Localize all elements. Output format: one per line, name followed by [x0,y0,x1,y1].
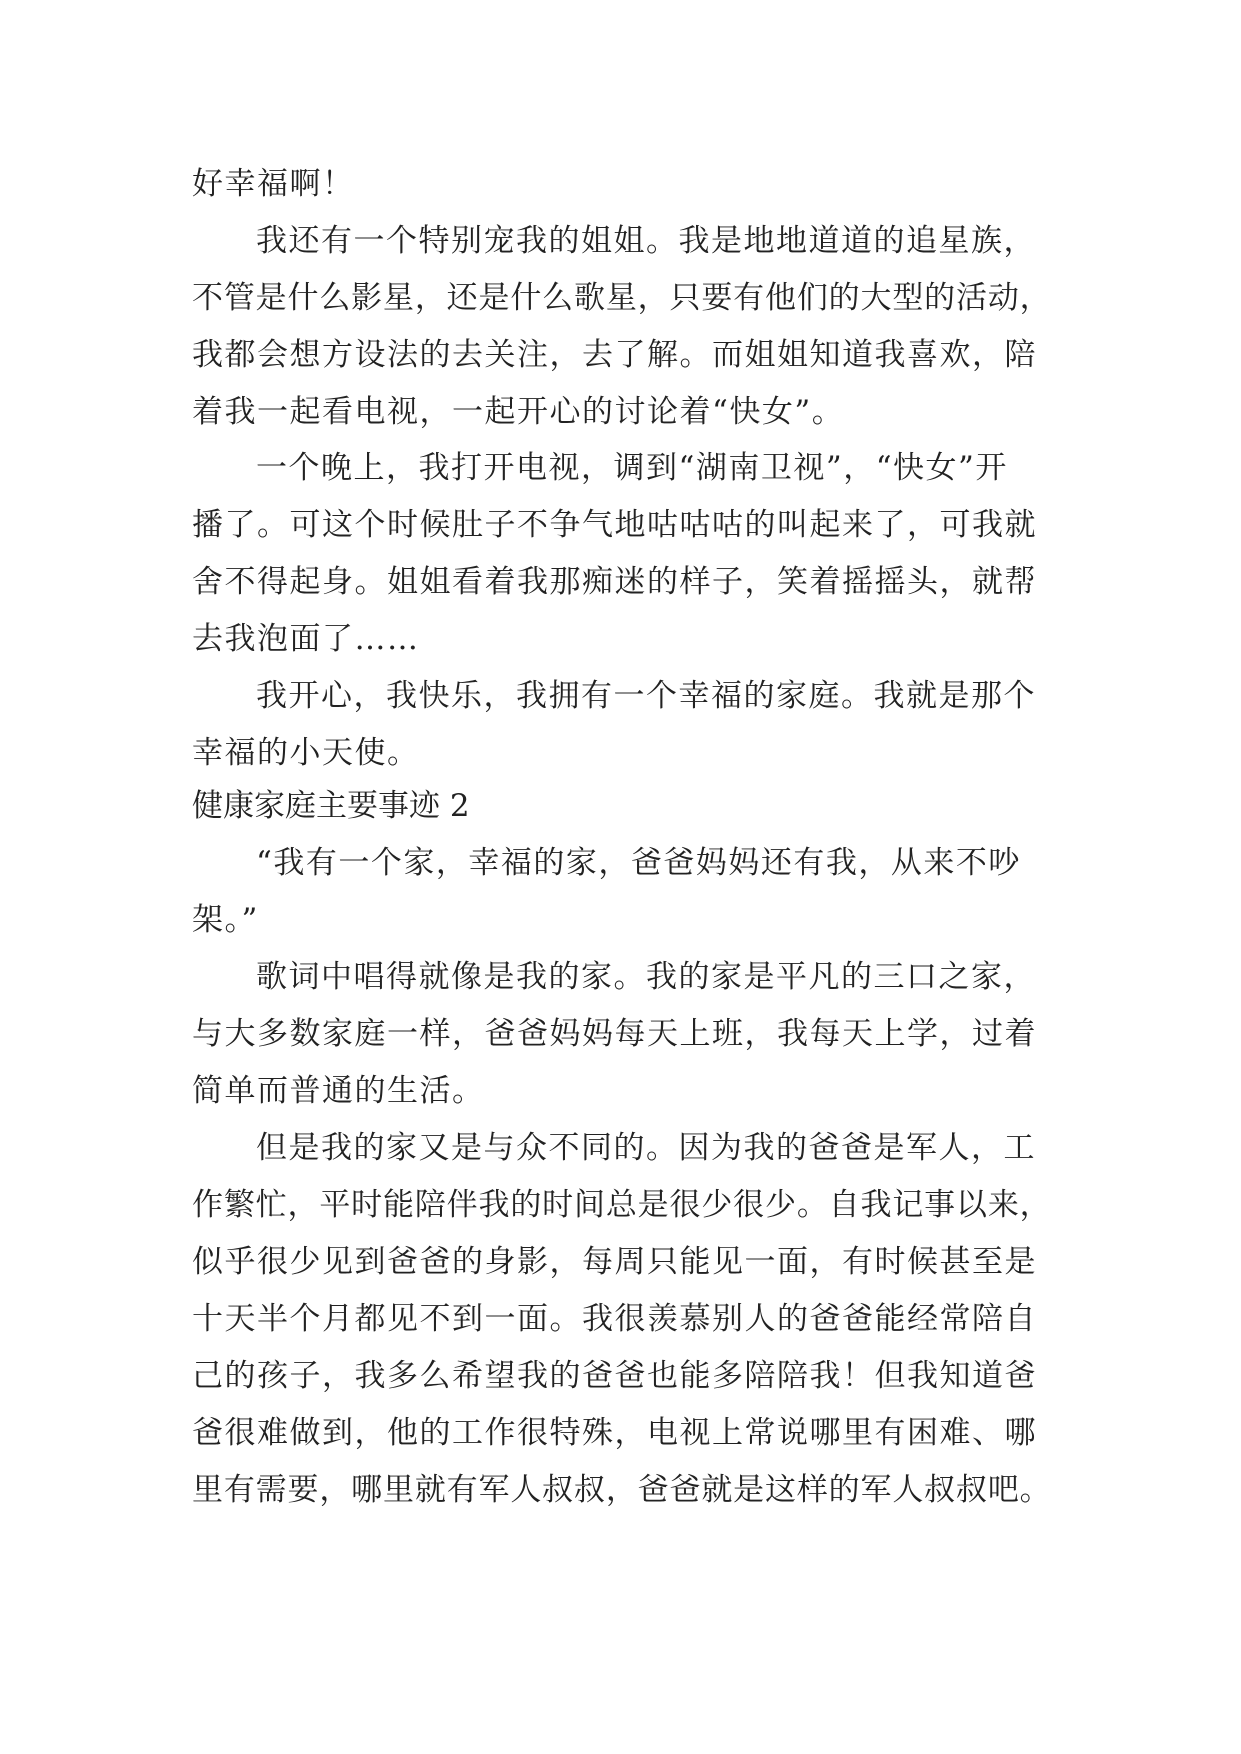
text-line: 我都会想方设法的去关注，去了解。而姐姐知道我喜欢，陪 [192,337,1037,373]
paragraph-start-line: 歌词中唱得就像是我的家。我的家是平凡的三口之家， [256,959,1036,995]
text-line: 去我泡面了…… [192,621,420,657]
text-line: 好幸福啊！ [192,166,355,202]
section-heading: 健康家庭主要事迹 2 [192,788,470,824]
text-line: 里有需要，哪里就有军人叔叔，爸爸就是这样的军人叔叔吧。 [192,1472,1052,1508]
text-line: 幸福的小天使。 [192,735,420,771]
text-line: 着我一起看电视，一起开心的讨论着“快女”。 [192,394,845,430]
paragraph-start-line: “我有一个家，幸福的家，爸爸妈妈还有我，从来不吵 [256,845,1021,881]
text-line: 己的孩子，我多么希望我的爸爸也能多陪陪我！但我知道爸 [192,1358,1037,1394]
text-line: 作繁忙，平时能陪伴我的时间总是很少很少。自我记事以来， [192,1187,1052,1223]
text-line: 爸很难做到，他的工作很特殊，电视上常说哪里有困难、哪 [192,1415,1037,1451]
text-line: 与大多数家庭一样，爸爸妈妈每天上班，我每天上学，过着 [192,1016,1037,1052]
paragraph-start-line: 一个晚上，我打开电视，调到“湖南卫视”，“快女”开 [256,450,1008,486]
text-line: 架。” [192,902,259,938]
text-line: 似乎很少见到爸爸的身影，每周只能见一面，有时候甚至是 [192,1244,1037,1280]
text-line: 舍不得起身。姐姐看着我那痴迷的样子，笑着摇摇头，就帮 [192,564,1037,600]
paragraph-start-line: 我还有一个特别宠我的姐姐。我是地地道道的追星族， [256,223,1036,259]
paragraph-start-line: 我开心，我快乐，我拥有一个幸福的家庭。我就是那个 [256,678,1036,714]
text-line: 十天半个月都见不到一面。我很羡慕别人的爸爸能经常陪自 [192,1301,1037,1337]
text-line: 不管是什么影星，还是什么歌星，只要有他们的大型的活动， [192,280,1052,316]
text-line: 播了。可这个时候肚子不争气地咕咕咕的叫起来了，可我就 [192,507,1037,543]
text-line: 简单而普通的生活。 [192,1073,485,1109]
paragraph-start-line: 但是我的家又是与众不同的。因为我的爸爸是军人，工 [256,1130,1036,1166]
